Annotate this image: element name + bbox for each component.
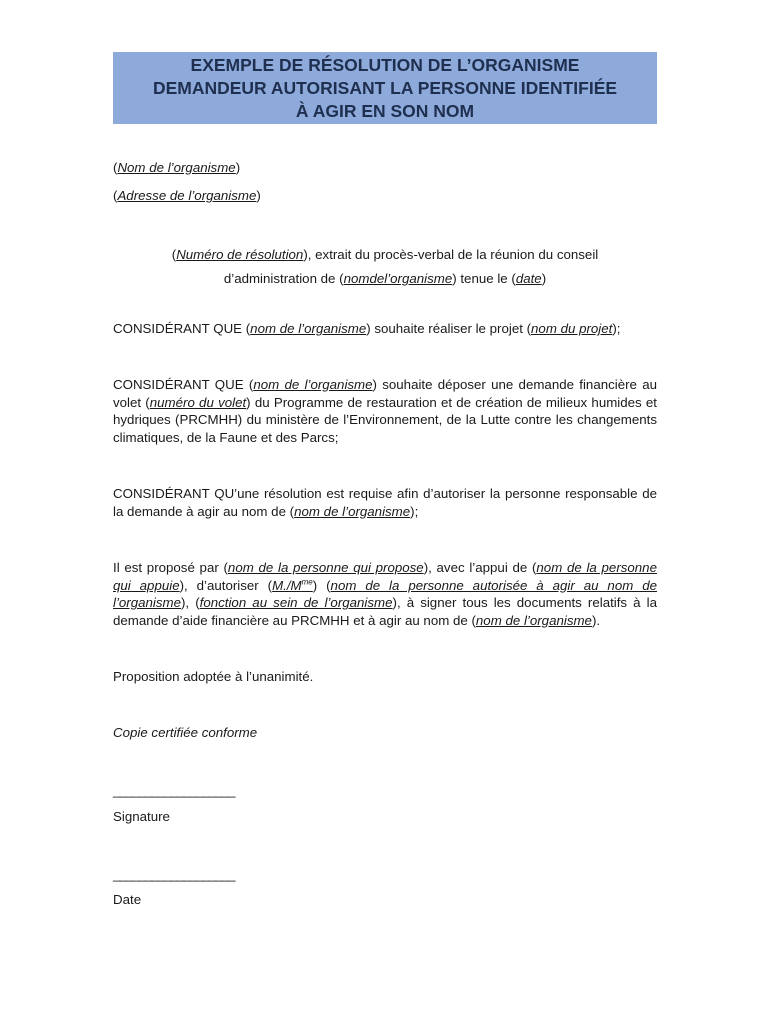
considerant-3-org-placeholder: nom de l’organisme xyxy=(294,503,411,519)
extract-date-placeholder: date xyxy=(515,271,542,286)
org-name-placeholder: Nom de l’organisme xyxy=(117,160,236,175)
extract-org-placeholder: nomdel’organisme xyxy=(343,271,453,286)
title-line-3: À AGIR EN SON NOM xyxy=(295,101,475,121)
authorized-person-placeholder: nom de la personne autorisée à agir au nom de l’organisme xyxy=(113,577,657,611)
org-name-line: (Nom de l’organisme) xyxy=(113,160,241,175)
org-address-line: (Adresse de l’organisme) xyxy=(113,188,261,203)
document-title xyxy=(113,52,657,124)
proposal-org-placeholder: nom de l’organisme xyxy=(475,612,592,628)
signature-label: Signature xyxy=(113,809,170,824)
considerant-1-org-placeholder: nom de l’organisme xyxy=(250,321,367,336)
volet-number-placeholder: numéro du volet xyxy=(149,394,247,410)
project-name-placeholder: nom du projet xyxy=(531,321,613,336)
considerant-3: CONSIDÉRANT QU’une résolution est requise afin d’autoriser la personne responsable de la demande à agir au nom de (nom de l’organisme); xyxy=(113,486,657,519)
proposal-paragraph: Il est proposé par (nom de la personne qui propose), avec l’appui de (nom de la personne qui appuie), d’autoriser $(M./M^{me})$ (nom de la personne autorisée à agir au nom de l’organisme), (fonction au sein de l’organisme), à signer tous les documents relatifs à la demande d’aide financière au PRCMHH et à agir au nom de (nom de l’organisme). xyxy=(113,560,657,628)
title-line-1: EXEMPLE DE RÉSOLUTION DE L’ORGANISME xyxy=(190,55,580,75)
title-line-2: DEMANDEUR AUTORISANT LA PERSONNE IDENTIFIÉE xyxy=(152,78,618,98)
considerant-1: CONSIDÉRANT QUE (nom de l’organisme) souhaite réaliser le projet (nom du projet); xyxy=(113,321,621,336)
org-address-placeholder: Adresse de l’organisme xyxy=(117,188,257,203)
resolution-extract: (Numéro de résolution), extrait du procès-verbal de la réunion du conseil d’administration de (nomdel’organisme) tenue le (date) xyxy=(171,247,599,286)
signature-line: ___________________ xyxy=(113,783,235,798)
date-line: ___________________ xyxy=(113,867,235,882)
date-label: Date xyxy=(113,892,142,907)
considerant-2-org-placeholder: nom de l’organisme xyxy=(253,377,373,392)
proposer-placeholder: nom de la personne qui propose xyxy=(227,560,424,575)
title-placeholder: $M./M^{me}$ xyxy=(272,577,313,593)
adopted-statement: Proposition adoptée à l’unanimité. xyxy=(113,669,314,684)
considerant-2: CONSIDÉRANT QUE (nom de l’organisme) souhaite déposer une demande financière au volet (numéro du volet) du Programme de restauration et de création de milieux humides et hydriques (PRCMHH) du ministère de l’Environnement, de la Lutte contre les changements climatiques, de la Faune et des Parcs; xyxy=(113,377,658,445)
function-placeholder: fonction au sein de l’organisme xyxy=(199,595,393,611)
seconder-placeholder: nom de la personne qui appuie xyxy=(113,560,657,593)
certified-copy: Copie certifiée conforme xyxy=(113,725,258,740)
resolution-number-placeholder: Numéro de résolution xyxy=(176,247,304,262)
